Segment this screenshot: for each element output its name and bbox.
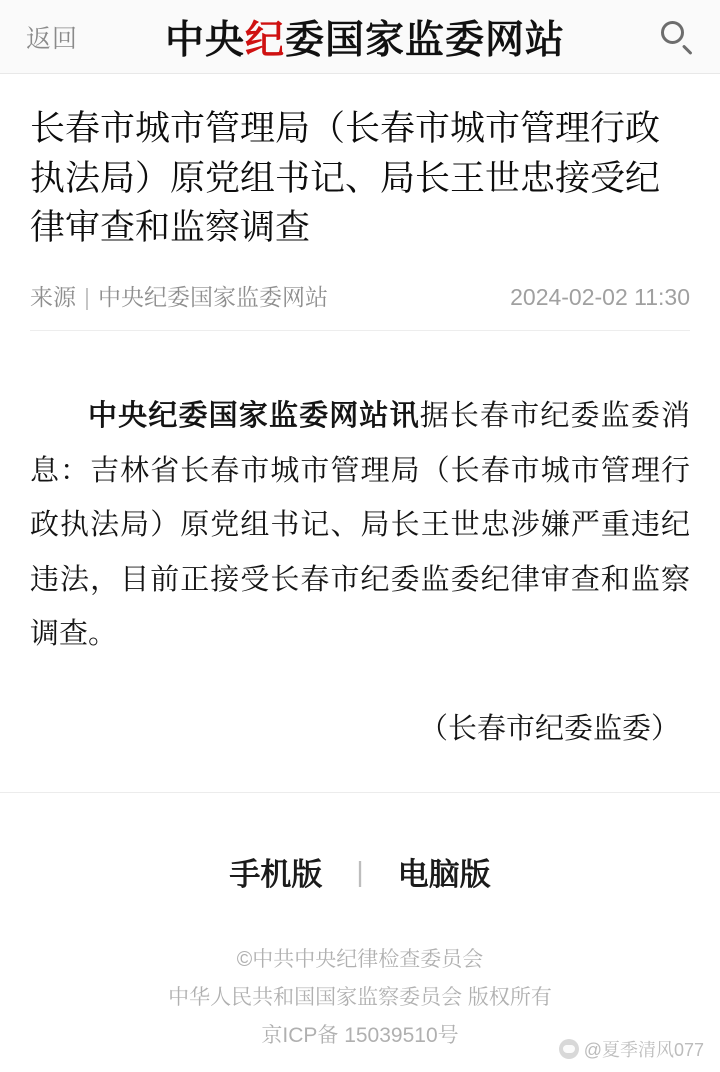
article-body-lead: 中央纪委国家监委网站讯 [88,400,420,433]
search-icon[interactable] [658,18,696,56]
article-signature: （长春市纪委监委） [418,712,680,745]
site-title-part2: 委国家监委网站 [285,18,566,62]
search-icon-ring [661,21,684,44]
article-timestamp: 2024-02-02 11:30 [510,284,690,311]
article-source [30,279,328,312]
watermark-username: @夏季清风077 [583,1040,704,1060]
desktop-version-link[interactable]: 电脑版 [397,857,491,892]
article-container [0,74,720,747]
site-title-accent: 纪 [245,18,286,62]
article-meta [30,279,690,331]
view-switch-separator: | [356,855,364,887]
mobile-version-link[interactable]: 手机版 [229,857,323,892]
view-switch [0,849,720,894]
app-header [0,0,720,74]
back-button[interactable]: 返回 [26,24,79,53]
page-title: 长春市城市管理局（长春市城市管理行政执法局）原党组书记、局长王世忠接受纪律审查和监察调查 [30,109,661,248]
site-title-part1: 中央 [164,18,245,62]
site-title [84,9,646,65]
search-icon-handle [682,44,693,55]
weibo-icon [559,1039,579,1059]
source-name: 中央纪委国家监委网站 [97,284,328,311]
source-label: 来源 [30,284,76,311]
article-body-text: 据长春市纪委监委消息：吉林省长春市城市管理局（长春市城市管理行政执法局）原党组书记、局长王世忠涉嫌严重违纪违法，目前正接受长春市纪委监委纪律审查和监察调查。 [30,400,690,651]
copyright-line-2: 中华人民共和国国家监察委员会 版权所有 [168,986,552,1010]
copyright-line-3[interactable]: 京ICP备 15039510号 [261,1024,459,1048]
watermark [559,1036,704,1062]
page-footer [0,792,720,1056]
copyright-line-1: ©中共中央纪律检查委员会 [236,948,484,971]
article-body [30,389,690,662]
source-divider: | [84,284,90,311]
